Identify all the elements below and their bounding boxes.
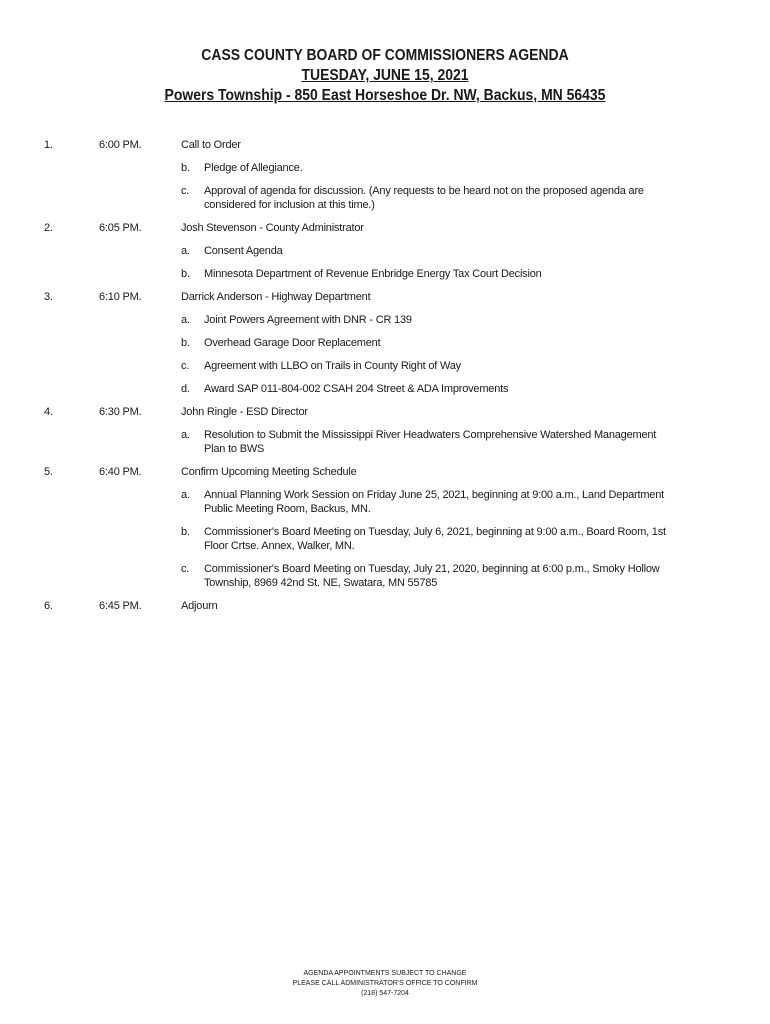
agenda-item-row bbox=[0, 138, 770, 152]
sub-item-letter: c. bbox=[181, 185, 190, 197]
sub-item-text: Resolution to Submit the Mississippi River Headwaters Comprehensive Watershed Management Plan to BWS bbox=[204, 429, 657, 455]
sub-item bbox=[0, 244, 770, 258]
sub-item bbox=[0, 488, 770, 516]
footer-line-2: PLEASE CALL ADMINISTRATOR'S OFFICE TO CONFIRM bbox=[292, 980, 478, 987]
sub-item-text: Annual Planning Work Session on Friday June 25, 2021, beginning at 9:00 a.m., Land Department Public Meeting Room, Backus, MN. bbox=[204, 489, 665, 515]
item-number: 1. bbox=[44, 139, 53, 151]
sub-item-letter: c. bbox=[181, 360, 190, 372]
sub-item-list bbox=[0, 313, 770, 396]
agenda-item bbox=[0, 465, 770, 590]
sub-item-letter: b. bbox=[181, 268, 190, 280]
sub-item-text: Joint Powers Agreement with DNR - CR 139 bbox=[204, 314, 412, 326]
agenda-item bbox=[0, 290, 770, 396]
sub-item-text: Pledge of Allegiance. bbox=[204, 162, 303, 174]
agenda-item bbox=[0, 221, 770, 281]
item-title: John Ringle - ESD Director bbox=[181, 406, 308, 418]
item-time: 6:40 PM. bbox=[99, 466, 142, 478]
agenda-item-row bbox=[0, 405, 770, 419]
item-number: 6. bbox=[44, 600, 53, 612]
agenda-item bbox=[0, 138, 770, 212]
sub-item-letter: c. bbox=[181, 563, 190, 575]
agenda-item-row bbox=[0, 599, 770, 613]
agenda-item-row bbox=[0, 221, 770, 235]
item-title: Darrick Anderson - Highway Department bbox=[181, 291, 371, 303]
sub-item-text: Commissioner's Board Meeting on Tuesday, July 6, 2021, beginning at 9:00 a.m., Board Room, 1st Floor Crtse. Annex, Walker, MN. bbox=[204, 526, 666, 552]
item-number: 5. bbox=[44, 466, 53, 478]
sub-item bbox=[0, 428, 770, 456]
agenda-item bbox=[0, 599, 770, 613]
sub-item bbox=[0, 562, 770, 590]
agenda-list bbox=[0, 138, 770, 622]
item-number: 2. bbox=[44, 222, 53, 234]
item-time: 6:10 PM. bbox=[99, 291, 142, 303]
sub-item-text: Commissioner's Board Meeting on Tuesday, July 21, 2020, beginning at 6:00 p.m., Smoky Hollow Township, 8969 42nd St. NE, Swatara, MN 55785 bbox=[204, 563, 660, 589]
sub-item bbox=[0, 382, 770, 396]
sub-item-letter: b. bbox=[181, 162, 190, 174]
sub-item-letter: d. bbox=[181, 383, 190, 395]
sub-item-text: Minnesota Department of Revenue Enbridge Energy Tax Court Decision bbox=[204, 268, 542, 280]
item-number: 4. bbox=[44, 406, 53, 418]
sub-item bbox=[0, 313, 770, 327]
footer-phone: (218) 547-7204 bbox=[361, 990, 409, 997]
sub-item bbox=[0, 184, 770, 212]
item-time: 6:45 PM. bbox=[99, 600, 142, 612]
sub-item-text: Approval of agenda for discussion. (Any requests to be heard not on the proposed agenda are considered for inclusion at this time.) bbox=[204, 185, 644, 211]
sub-item bbox=[0, 525, 770, 553]
sub-item bbox=[0, 161, 770, 175]
item-title: Josh Stevenson - County Administrator bbox=[181, 222, 364, 234]
footer-line-1: AGENDA APPOINTMENTS SUBJECT TO CHANGE bbox=[303, 970, 467, 977]
sub-item bbox=[0, 267, 770, 281]
sub-item-list bbox=[0, 161, 770, 212]
sub-item-text: Agreement with LLBO on Trails in County Right of Way bbox=[204, 360, 461, 372]
sub-item-list bbox=[0, 488, 770, 590]
page-title: CASS COUNTY BOARD OF COMMISSIONERS AGENDA bbox=[201, 47, 569, 64]
item-title: Call to Order bbox=[181, 139, 241, 151]
sub-item-letter: a. bbox=[181, 314, 190, 326]
item-time: 6:30 PM. bbox=[99, 406, 142, 418]
item-number: 3. bbox=[44, 291, 53, 303]
sub-item-text: Consent Agenda bbox=[204, 245, 283, 257]
sub-item-letter: b. bbox=[181, 526, 190, 538]
footer-notice bbox=[0, 969, 770, 999]
item-time: 6:00 PM. bbox=[99, 139, 142, 151]
sub-item-text: Award SAP 011-804-002 CSAH 204 Street & ADA Improvements bbox=[204, 383, 509, 395]
sub-item-letter: b. bbox=[181, 337, 190, 349]
sub-item-letter: a. bbox=[181, 489, 190, 501]
sub-item-list bbox=[0, 428, 770, 456]
sub-item-letter: a. bbox=[181, 429, 190, 441]
agenda-item-row bbox=[0, 465, 770, 479]
sub-item-letter: a. bbox=[181, 245, 190, 257]
item-title: Adjourn bbox=[181, 600, 218, 612]
item-time: 6:05 PM. bbox=[99, 222, 142, 234]
meeting-date: TUESDAY, JUNE 15, 2021 bbox=[301, 67, 469, 84]
sub-item bbox=[0, 359, 770, 373]
sub-item-list bbox=[0, 244, 770, 281]
sub-item bbox=[0, 336, 770, 350]
item-title: Confirm Upcoming Meeting Schedule bbox=[181, 466, 357, 478]
agenda-item bbox=[0, 405, 770, 456]
meeting-location: Powers Township - 850 East Horseshoe Dr. NW, Backus, MN 56435 bbox=[164, 87, 606, 104]
agenda-header bbox=[39, 46, 732, 106]
sub-item-text: Overhead Garage Door Replacement bbox=[204, 337, 381, 349]
agenda-item-row bbox=[0, 290, 770, 304]
